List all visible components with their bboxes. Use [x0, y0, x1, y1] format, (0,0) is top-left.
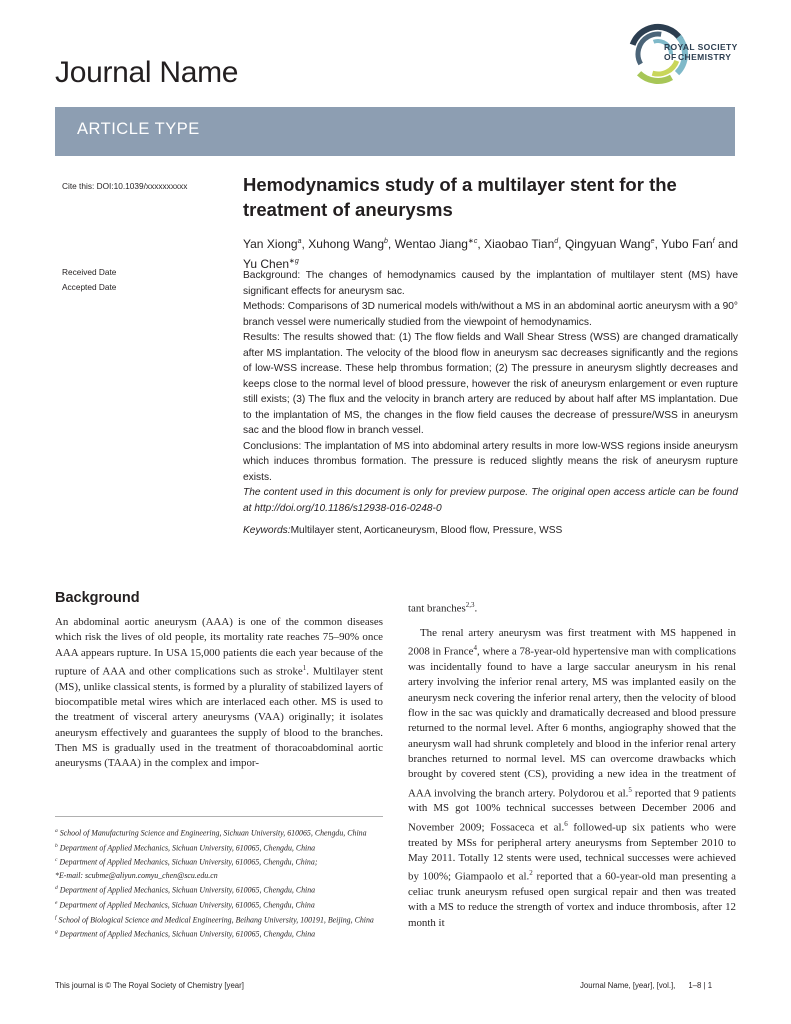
footnote-text: Department of Applied Mechanics, Sichuan University, 610065, Chengdu, China; [59, 858, 318, 868]
accepted-date: Accepted Date [62, 282, 117, 292]
body-column-right [408, 598, 736, 931]
footer-journal-info [580, 981, 712, 990]
body-text: tant branches [408, 602, 466, 615]
rsc-logo-line1: ROYAL SOCIETY [664, 42, 738, 52]
citation: 2,3 [465, 601, 475, 609]
body-paragraph [408, 626, 736, 931]
author-name: Wentao Jiang [394, 237, 468, 251]
abstract-background: Background: The changes of hemodynamics caused by the implantation of multilayer stent (MS) have significant effects for aneurysm sac. [243, 270, 738, 297]
author-name: Yu Chen [243, 257, 290, 271]
footnote [55, 912, 383, 927]
footnote [55, 882, 383, 897]
footnote [55, 854, 383, 869]
rsc-logo-line2: OF [664, 52, 677, 62]
article-type-label: ARTICLE TYPE [77, 120, 200, 138]
keywords [243, 523, 738, 539]
author-name: Xiaobao Tian [484, 237, 555, 251]
author-affil: b [384, 238, 388, 245]
author-affil: ∗g [289, 258, 299, 265]
footnote [55, 926, 383, 941]
body-text: reported that 9 patients with MS got 100% technical successes between December 2006 and November 2009; Fossaceca et al. [408, 787, 736, 834]
citation: 6 [564, 819, 568, 828]
footnote-mark: g [55, 929, 58, 936]
citation: 2 [529, 869, 533, 878]
footnote [55, 840, 383, 855]
body-paragraph [408, 598, 736, 617]
author-affil: a [297, 238, 302, 245]
footnote-divider [55, 816, 383, 817]
footnote-mark: b [55, 842, 58, 849]
author-name: Qingyuan Wang [564, 237, 651, 251]
author-name: Yubo Fan [661, 237, 713, 251]
cite-this: Cite this: DOI:10.1039/xxxxxxxxxx [62, 181, 188, 191]
body-paragraph [55, 615, 383, 772]
citation: 4 [473, 644, 477, 653]
author-affil: d [554, 238, 559, 245]
footnote [55, 869, 383, 882]
footnote-mark: a [55, 828, 58, 834]
abstract-results: Results: The results showed that: (1) The flow fields and Wall Shear Stress (WSS) are changed dramatically after MS implantation. The velocity of the blood flow in aneurysm sac decreases significantly and the regions of low-WSS increase. These help thrombus formation; (2) The pressure in aneurysm slightly decreases and keeps close to the normal level of blood pressure, however the risk of aneurysm enlargement or even rupture still exists; (3) The flux and the velocity in branch artery are reduced by about half after MS implantation. Due to the implantation of MS, the changes in the flow field causes the decrease of pressure/WSS in aneurysm sac and the blood flow in branch vessel. [243, 332, 738, 436]
body-text: , where a 78-year-old hypertensive man with complications was incidentally found to have a large saccular aneurysm in his renal artery involving the inferior renal artery, MS was implanted easily on the aneurysm neck covering the inferior renal artery, then the velocity of blood flow in the sac was quickly and dramatically decreased and blood pressure returned to the normal level. After 6 months, angiography showed that the aneurysm wall had shrunk completely and blood in the inferior renal artery branches returned to normal level. MS can overcome drawbacks which brought by covered stent (CS), providing a new idea in the treatment of AAA involving the branch artery. Polydorou et al. [408, 645, 737, 800]
body-text: followed-up six patients who were treated by MSs for peripheral artery aneurysms from September 2010 to May 2011. Totally 12 stents were used, technical successes were achieved by 100%; Giampaolo et al. [408, 821, 736, 883]
abstract [243, 268, 738, 539]
footer-page-number: 1 [707, 981, 713, 990]
footer-page-range: 1–8 [688, 981, 702, 990]
footnote-mark: d [55, 885, 58, 892]
footnote-text: Department of Applied Mechanics, Sichuan University, 610065, Chengdu, China [59, 843, 316, 853]
abstract-preview-note: The content used in this document is only for preview purpose. The original open access article can be found at http://doi.org/10.1186/s12938-016-0248-0 [243, 487, 738, 514]
author-list: Yan Xiong$^a$, Xuhong Wang$^b$, Wentao Jiang$^{∗c}$, Xiaobao Tian$^d$, Qingyuan Wang$^e$, Yubo Fan$^f$ and Yu Chen$^{∗g}$ [243, 237, 739, 271]
author-affil: e [650, 238, 655, 245]
footnote [55, 897, 383, 912]
rsc-logo [628, 18, 740, 88]
footnote-text: School of Manufacturing Science and Engineering, Sichuan University, 610065, Chengdu, China [59, 828, 367, 838]
footer-separator: | [703, 981, 706, 990]
footnote-text: School of Biological Science and Medical Engineering, Beihang University, 100191, Beijing, China [58, 915, 374, 925]
keywords-text: Multilayer stent, Aorticaneurysm, Blood flow, Pressure, WSS [290, 525, 563, 536]
body-text: An abdominal aortic aneurysm (AAA) is one of the common diseases which risk the lives of old people, its mortality rate reaches 75–90% once AAA appears rupture. In USA 15,000 patients die each year because of the rupture of AAA and other complications such as stroke [55, 616, 383, 678]
article-title: Hemodynamics study of a multilayer stent for the treatment of aneurysms [243, 174, 677, 220]
abstract-methods: Methods: Comparisons of 3D numerical models with/without a MS in an abdominal aortic aneurysm with a 90° branch vessel were numerically studied from the viewpoint of hemodynamics. [243, 301, 738, 328]
footnote [55, 825, 383, 840]
footnote-mark: e [55, 899, 58, 906]
footnote-email: *E-mail: scubme@aliyun.comyu_chen@scu.edu.cn [55, 871, 218, 881]
author-affil: ∗c [467, 238, 478, 245]
footnote-mark: f [55, 914, 57, 921]
footnotes [55, 825, 383, 941]
footnote-mark: c [55, 857, 58, 864]
citation: 1 [302, 663, 307, 672]
body-text: The renal artery aneurysm was first treatment with MS happened in 2008 in France [408, 626, 736, 658]
article-type-bar [55, 107, 735, 156]
keywords-label: Keywords: [243, 525, 291, 536]
body-text: . Multilayer stent (MS), unlike classical stents, is formed by a plurality of stabilized layers of biocompatible metal wires which are interlaced each other. MS is used to the treatment of visceral artery aneurysms (VAA) originally; it isolates aneurysm effectively and guarantees the supply of blood to the branches. Then MS is gradually used in the treatment of thoracoabdominal aortic aneurysms (TAAA) in the complex and impor- [55, 665, 383, 770]
rsc-logo-line3: CHEMISTRY [678, 52, 732, 62]
footnote-text: Department of Applied Mechanics, Sichuan University, 610065, Chengdu, China [59, 930, 316, 940]
footer-journal: Journal Name, [year], [vol.], [580, 981, 676, 990]
author-affil: f [712, 238, 715, 245]
author-name: Xuhong Wang [308, 237, 384, 251]
body-column-left [55, 615, 383, 772]
section-heading-background: Background [55, 590, 140, 606]
abstract-conclusions: Conclusions: The implantation of MS into abdominal artery results in more low-WSS regions inside aneurysm which induces thrombus formation. The pressure is reduced slightly means the risk of aneurysm rupture exists. [243, 440, 738, 483]
author-name: Yan Xiong [243, 237, 298, 251]
footer-copyright: This journal is © The Royal Society of Chemistry [year] [55, 981, 244, 990]
citation: 5 [628, 785, 632, 794]
footnote-text: Department of Applied Mechanics, Sichuan University, 610065, Chengdu, China [59, 885, 316, 895]
footnote-text: Department of Applied Mechanics, Sichuan University, 610065, Chengdu, China [59, 900, 315, 910]
body-text: reported that a 60-year-old man presenting a celiac trunk aneurysm refused open surgical repair and then was treated with a MS to reduce the strength of vortex and induce thrombosis, after 12 month it [408, 870, 736, 929]
received-date: Received Date [62, 267, 117, 277]
body-text: . [474, 602, 478, 615]
journal-name: Journal Name [55, 56, 239, 89]
